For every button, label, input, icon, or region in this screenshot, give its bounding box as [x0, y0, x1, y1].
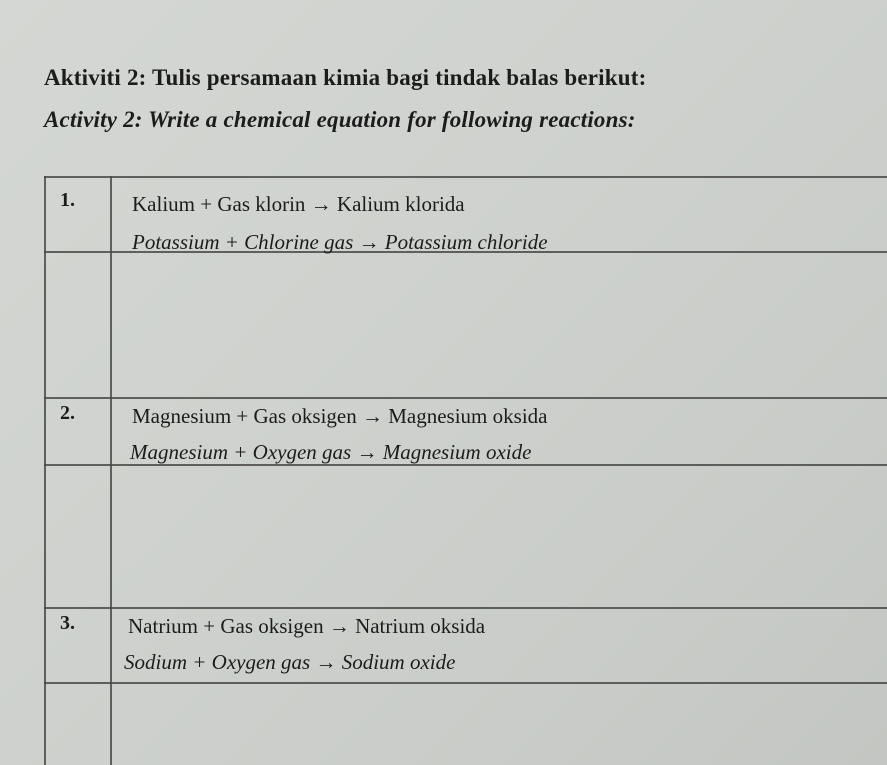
- reaction-1-english: Potassium + Chlorine gas → Potassium chloride: [132, 230, 548, 254]
- row-divider: [44, 607, 887, 609]
- question-number-3: 3.: [60, 612, 75, 634]
- reaction-3-malay: Natrium + Gas oksigen → Natrium oksida: [128, 614, 486, 638]
- reaction-3-english: Sodium + Oxygen gas → Sodium oxide: [124, 650, 456, 674]
- row-divider: [44, 682, 887, 684]
- question-number-1: 1.: [60, 189, 75, 211]
- table-top-border: [44, 176, 887, 178]
- reaction-2-malay: Magnesium + Gas oksigen → Magnesium oksida: [132, 404, 548, 428]
- row-divider: [44, 397, 887, 399]
- question-number-2: 2.: [60, 402, 75, 424]
- activity-title-english: Activity 2: Write a chemical equation for following reactions:: [44, 107, 636, 132]
- reaction-1-malay: Kalium + Gas klorin → Kalium klorida: [132, 192, 465, 216]
- column-divider: [110, 176, 112, 765]
- activity-title-malay: Aktiviti 2: Tulis persamaan kimia bagi tindak balas berikut:: [44, 65, 647, 90]
- reaction-table: [44, 176, 887, 765]
- table-left-border: [44, 176, 46, 765]
- reaction-2-english: Magnesium + Oxygen gas → Magnesium oxide: [130, 440, 532, 464]
